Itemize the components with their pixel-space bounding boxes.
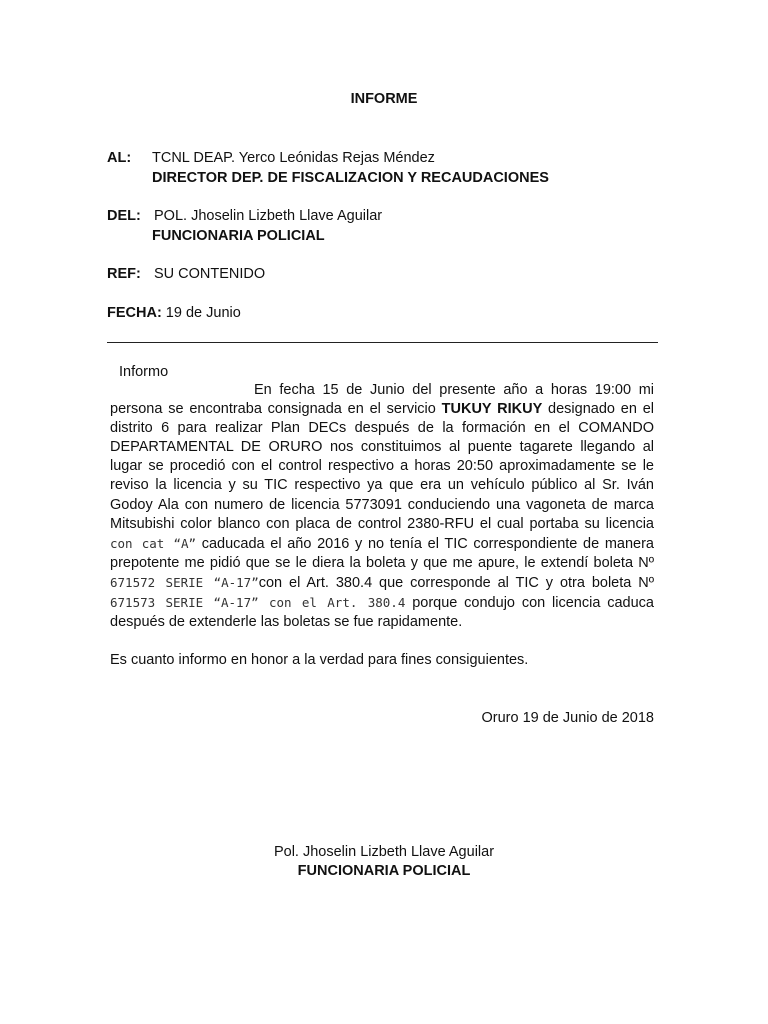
del-position: FUNCIONARIA POLICIAL xyxy=(152,228,325,244)
ticket-1: 671572 SERIE “A-17” xyxy=(110,574,259,590)
header-divider xyxy=(107,342,658,343)
ticket-2: 671573 SERIE “A-17” con el Art. 380.4 xyxy=(110,595,406,611)
body-text-2: designado en el distrito 6 para realizar Plan DECs después de la formación en el COMANDO DEPARTAMENTAL DE ORURO nos constituimos al puente tagarete llegando al lugar se procedió con el control respectivo a horas 20:50 aproximadamente se le reviso la licencia y su TIC respectivo ya que era un vehículo público al Sr. Iván Godoy Ala con numero de licencia 5773091 conduciendo una vagoneta de marca Mitsubishi color blanco con placa de control 2380-RFU el cual portaba su licencia xyxy=(110,401,654,532)
al-position: DIRECTOR DEP. DE FISCALIZACION Y RECAUDACIONES xyxy=(152,170,549,186)
ref-value: SU CONTENIDO xyxy=(154,266,266,282)
fecha-line xyxy=(107,305,241,321)
ref-label: REF: xyxy=(107,266,141,282)
document-title: INFORME xyxy=(350,91,418,107)
body-intro: Informo xyxy=(119,364,169,380)
body-text-6: con el Art. 380.4 que corresponde al TIC y otra boleta Nº xyxy=(258,574,654,591)
del-name: POL. Jhoselin Lizbeth Llave Aguilar xyxy=(154,208,383,224)
fecha-label: FECHA: xyxy=(107,305,162,321)
body-text-1: En fecha 15 de Junio del presente año a horas 19:00 mi persona se encontraba consignada en el servicio xyxy=(110,382,654,418)
body-text-8: porque condujo con licencia caduca después de extenderle las boletas se fue rapidamente. xyxy=(110,595,654,631)
service-name: TUKUY RIKUY xyxy=(441,401,543,418)
fecha-value: 19 de Junio xyxy=(161,305,241,321)
body-text-4: caducada el año 2016 y no tenía el TIC correspondiente de manera prepotente me pidió que se le diera la boleta y que me apure, le extendí boleta Nº xyxy=(110,535,654,571)
place-date: Oruro 19 de Junio de 2018 xyxy=(481,710,654,726)
license-category: con cat “A” xyxy=(110,535,197,551)
closing-statement: Es cuanto informo en honor a la verdad para fines consiguientes. xyxy=(110,652,529,668)
al-label: AL: xyxy=(107,150,132,166)
signature-name: Pol. Jhoselin Lizbeth Llave Aguilar xyxy=(273,844,495,860)
body-paragraph xyxy=(110,381,654,632)
al-name: TCNL DEAP. Yerco Leónidas Rejas Méndez xyxy=(152,150,435,166)
del-label: DEL: xyxy=(107,208,141,224)
signature-role: FUNCIONARIA POLICIAL xyxy=(297,863,471,879)
